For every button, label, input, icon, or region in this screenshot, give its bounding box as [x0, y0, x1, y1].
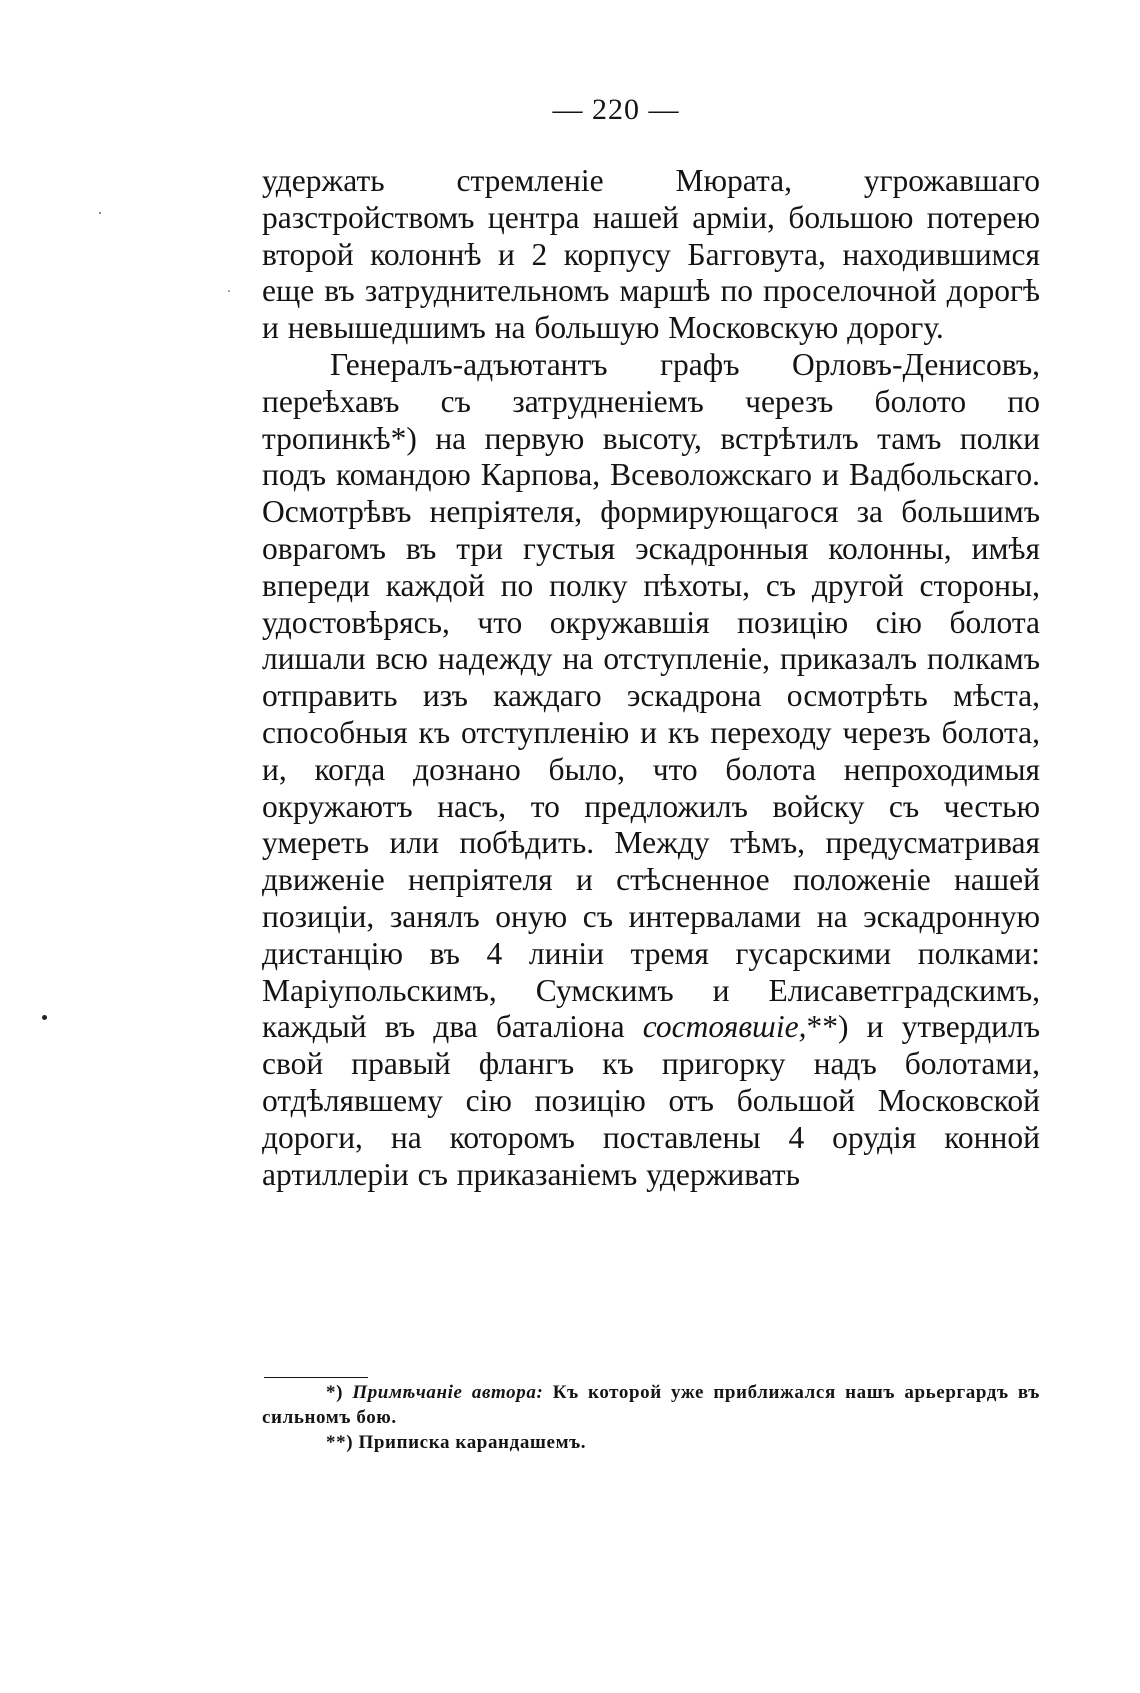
emphasis-text: состоявшіе, [642, 1009, 807, 1045]
footnote-1 [262, 1380, 1040, 1430]
paragraph-orlov-denisov [262, 347, 1040, 1193]
footnote-marker: *) [326, 1382, 344, 1403]
body-text [262, 163, 1040, 1193]
footnote-rule [264, 1377, 368, 1378]
footnote-text: Приписка карандашемъ. [358, 1432, 587, 1453]
footnote-2 [262, 1430, 1040, 1455]
scan-speck [42, 1015, 47, 1020]
footnote-marker: **) [326, 1432, 354, 1453]
scan-speck [99, 212, 101, 214]
footnote-label: Примѣчаніе автора: [352, 1382, 544, 1403]
footnote-text: Къ которой уже приближался нашъ арьергардъ въ сильномъ бою. [262, 1382, 1040, 1428]
paragraph-text: Генералъ-адъютантъ графъ Орловъ-Денисовъ, переѣхавъ съ затрудненіемъ черезъ болото по тропинкѣ*) на первую высоту, встрѣтилъ тамъ полки подъ командою Карпова, Всеволожскаго и Вадбольскаго. Осмотрѣвъ непріятеля, формирующагося за большимъ оврагомъ въ три густыя эскадронныя колонны, имѣя впереди каждой по полку пѣхоты, съ другой стороны, удостовѣрясь, что окружавшія позицію сію болота лишали всю надежду на отступленіе, приказалъ полкамъ отправить изъ каждаго эскадрона осмотрѣть мѣста, способныя къ отступленію и къ переходу черезъ болота, и, когда дознано было, что болота непроходимыя окружаютъ насъ, то предложилъ войску съ честью умереть или побѣдить. Между тѣмъ, предусматривая движеніе непріятеля и стѣсненное положеніе нашей позиціи, занялъ оную съ интервалами на эскадронную дистанцію въ 4 линіи тремя гусарскими полками: Маріупольскимъ, Сумскимъ и Елисаветградскимъ, каждый въ два баталіона [262, 346, 1040, 1045]
footnotes [262, 1380, 1040, 1455]
page-number: — 220 — [552, 93, 680, 126]
paragraph-text: **) и утвердилъ свой правый флангъ къ пригорку надъ болотами, отдѣлявшему сію позицію отъ большой Московской дороги, на которомъ поставлены 4 орудія конной артиллеріи съ приказаніемъ удерживать [262, 1009, 1041, 1192]
paragraph-continuation: удержать стремленіе Мюрата, угрожавшаго разстройствомъ центра нашей арміи, большою потерею второй колоннѣ и 2 корпусу Багговута, находившимся еще въ затруднительномъ маршѣ по проселочной дорогѣ и невышедшимъ на большую Московскую дорогу. [262, 163, 1040, 346]
scan-speck [228, 290, 230, 292]
